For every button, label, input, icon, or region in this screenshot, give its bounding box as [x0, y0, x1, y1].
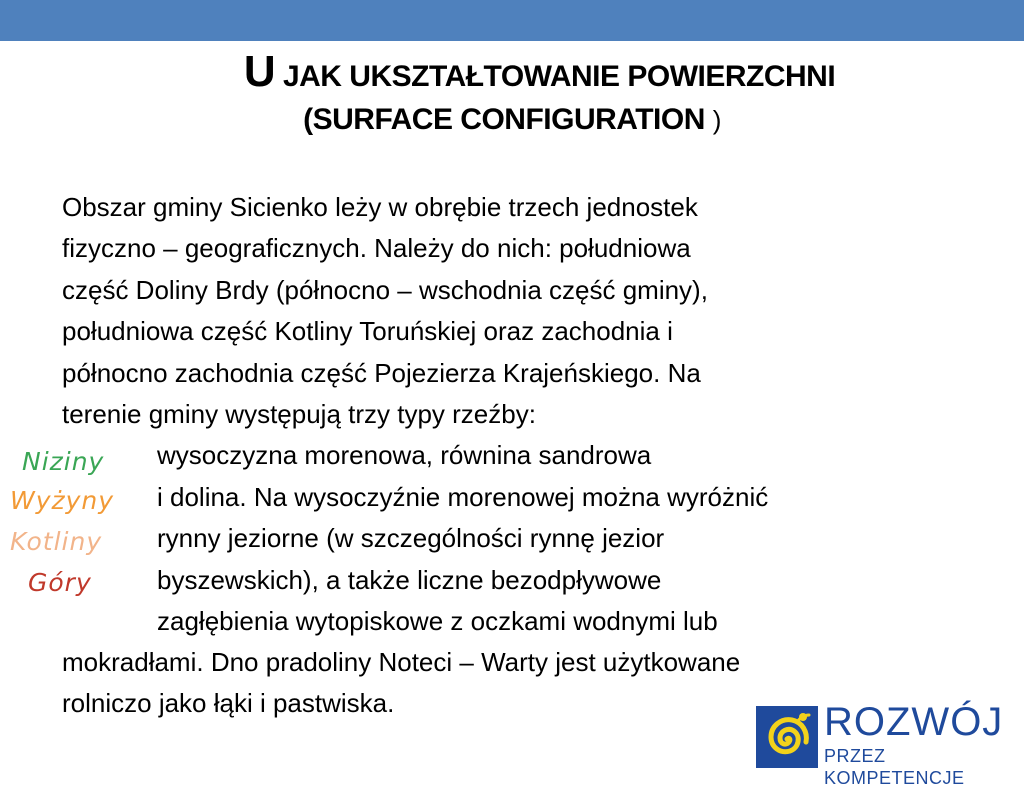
logo-word: ROZWÓJ	[824, 700, 1004, 744]
closing-line: mokradłami. Dno pradoliny Noteci – Warty jest użytkowane	[62, 647, 741, 677]
handwritten-word-niziny: Niziny	[22, 447, 105, 476]
paragraph-line: część Doliny Brdy (północno – wschodnia część gminy),	[62, 275, 708, 305]
title-subtitle-close: )	[712, 105, 721, 135]
indented-line: byszewskich), a także liczne bezodpływowe	[157, 565, 662, 595]
paragraph-line: północno zachodnia część Pojezierza Krajeńskiego. Na	[62, 358, 701, 388]
rozwoj-logo	[756, 700, 1024, 788]
title-letter: U	[243, 47, 276, 96]
header-bar	[0, 0, 1024, 41]
indented-line: wysoczyzna morenowa, równina sandrowa	[157, 440, 652, 470]
closing-line: rolniczo jako łąki i pastwiska.	[62, 688, 395, 718]
paragraph-line: terenie gminy występują trzy typy rzeźby:	[62, 399, 536, 429]
title-subtitle: (SURFACE CONFIGURATION	[303, 103, 713, 136]
indented-line: zagłębienia wytopiskowe z oczkami wodnymi lub	[157, 606, 718, 636]
handwritten-word-gory: Góry	[28, 568, 92, 597]
indented-line: i dolina. Na wysoczyźnie morenowej można wyróżnić	[157, 482, 769, 512]
logo-subtitle: PRZEZ KOMPETENCJE	[824, 746, 965, 788]
handwritten-word-kotliny: Kotliny	[10, 527, 103, 556]
paragraph-line: Obszar gminy Sicienko leży w obrębie trzech jednostek	[62, 192, 698, 222]
paragraph-line: fizyczno – geograficznych. Należy do nich: południowa	[62, 233, 691, 263]
title-main: JAK UKSZTAŁTOWANIE POWIERZCHNI	[282, 60, 836, 93]
paragraph-line: południowa część Kotliny Toruńskiej oraz zachodnia i	[62, 316, 673, 346]
slide-title	[0, 46, 1024, 137]
handwritten-word-wyzyny: Wyżyny	[10, 486, 115, 515]
logo-emblem-icon	[756, 706, 818, 768]
indented-line: rynny jeziorne (w szczególności rynnę jezior	[157, 523, 665, 553]
spiral-icon	[756, 706, 818, 768]
